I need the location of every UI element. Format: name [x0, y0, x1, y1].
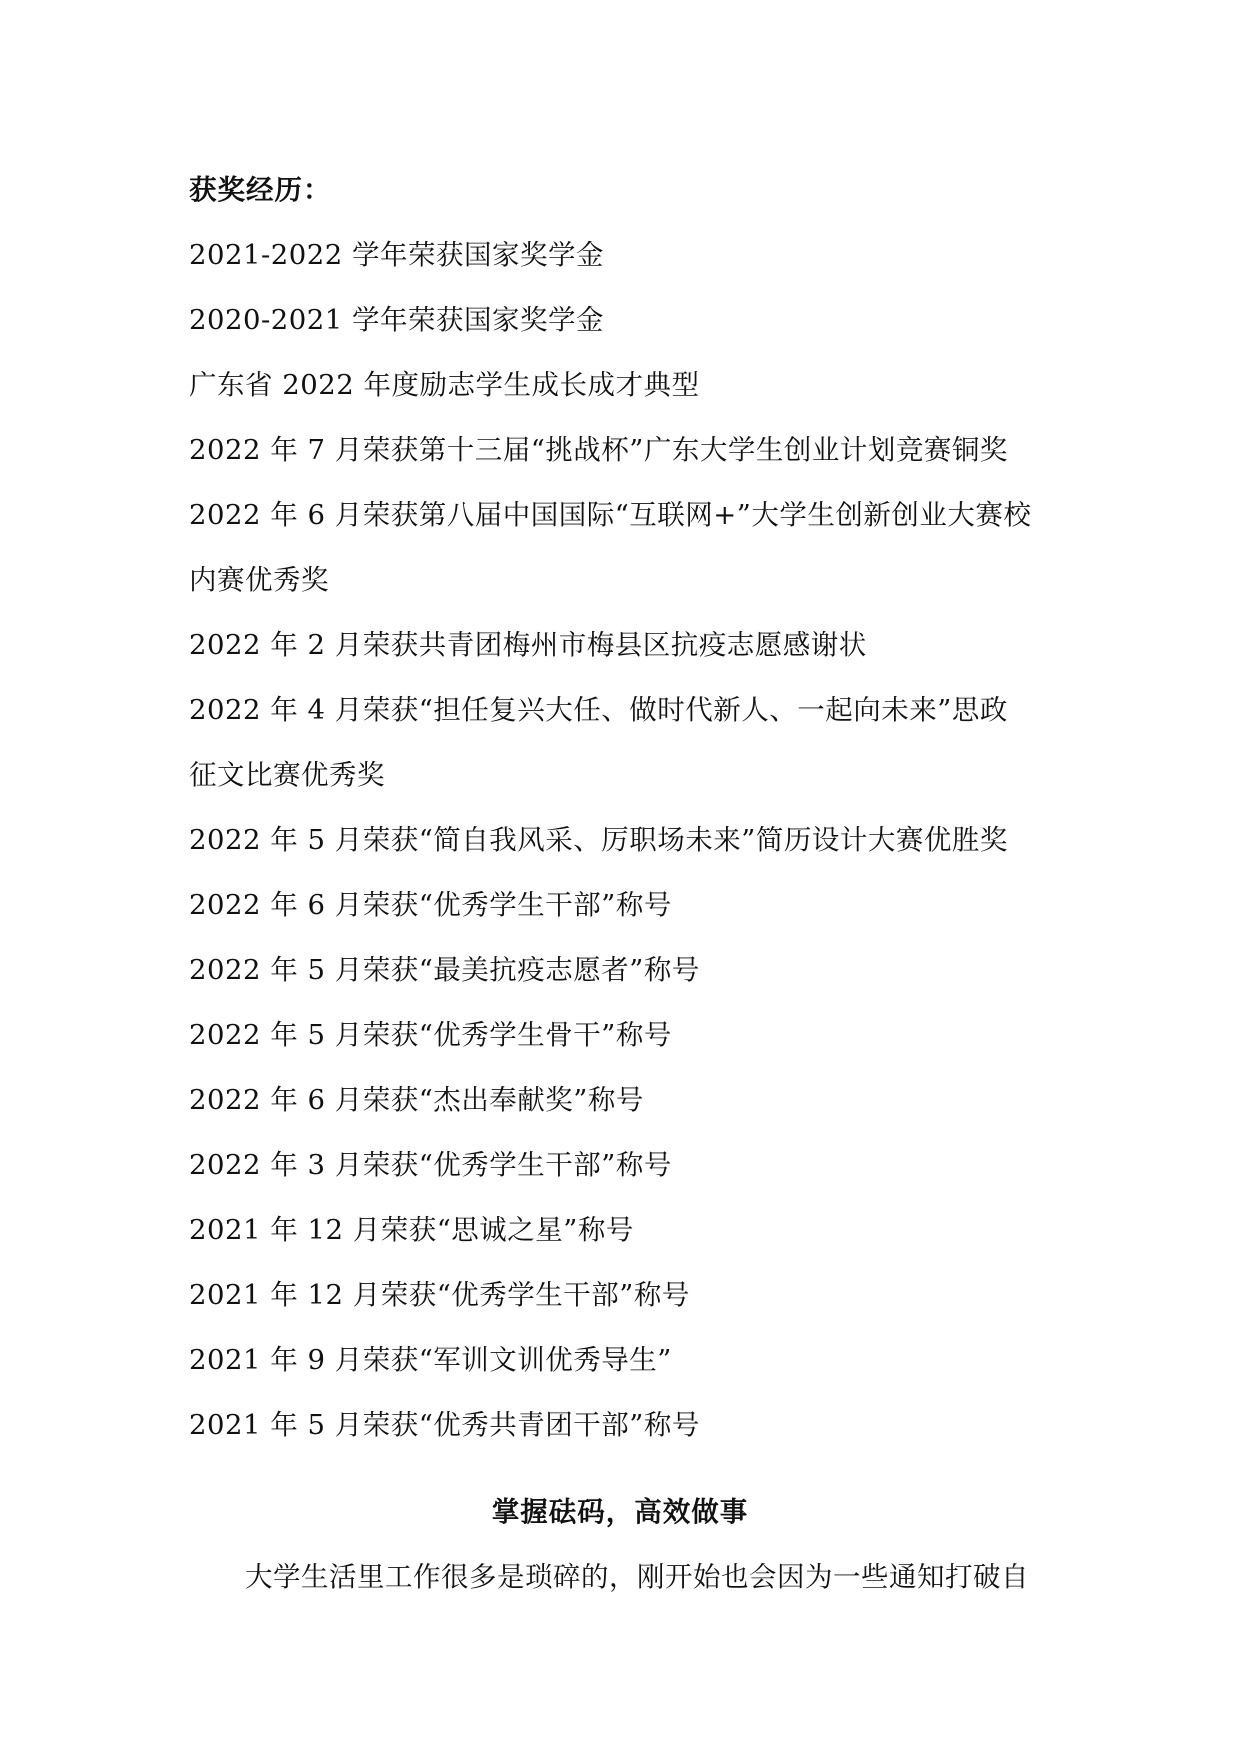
- award-item: 2022 年 6 月荣获“杰出奉献奖”称号: [189, 1084, 644, 1116]
- award-item: 2021 年 12 月荣获“优秀学生干部”称号: [189, 1279, 690, 1311]
- body-paragraph: 大学生活里工作很多是琐碎的，刚开始也会因为一些通知打破自: [245, 1561, 1029, 1593]
- award-item: 2020-2021 学年荣获国家奖学金: [189, 304, 605, 336]
- award-item: 2022 年 5 月荣获“最美抗疫志愿者”称号: [189, 954, 700, 986]
- award-item-continued: 内赛优秀奖: [189, 564, 329, 596]
- award-item: 2021-2022 学年荣获国家奖学金: [189, 239, 605, 271]
- award-item: 2021 年 12 月荣获“思诚之星”称号: [189, 1214, 634, 1246]
- award-item: 2022 年 3 月荣获“优秀学生干部”称号: [189, 1149, 672, 1181]
- award-item: 广东省 2022 年度励志学生成长成才典型: [189, 369, 700, 401]
- award-item: 2022 年 5 月荣获“简自我风采、厉职场未来”简历设计大赛优胜奖: [189, 824, 1008, 856]
- award-item: 2021 年 5 月荣获“优秀共青团干部”称号: [189, 1409, 700, 1441]
- award-item: 2022 年 5 月荣获“优秀学生骨干”称号: [189, 1019, 672, 1051]
- award-item: 2022 年 4 月荣获“担任复兴大任、做时代新人、一起向未来”思政: [189, 694, 1008, 726]
- award-item: 2021 年 9 月荣获“军训文训优秀导生”: [189, 1344, 672, 1376]
- award-item: 2022 年 2 月荣获共青团梅州市梅县区抗疫志愿感谢状: [189, 629, 867, 661]
- award-item: 2022 年 6 月荣获“优秀学生干部”称号: [189, 889, 672, 921]
- awards-section: [189, 158, 1064, 1458]
- section-title: 掌握砝码，高效做事: [491, 1496, 749, 1528]
- awards-heading: 获奖经历：: [189, 174, 332, 206]
- award-item: 2022 年 6 月荣获第八届中国国际“互联网+”大学生创新创业大赛校: [189, 499, 1032, 531]
- award-item-continued: 征文比赛优秀奖: [189, 759, 385, 791]
- award-item: 2022 年 7 月荣获第十三届“挑战杯”广东大学生创业计划竞赛铜奖: [189, 434, 1008, 466]
